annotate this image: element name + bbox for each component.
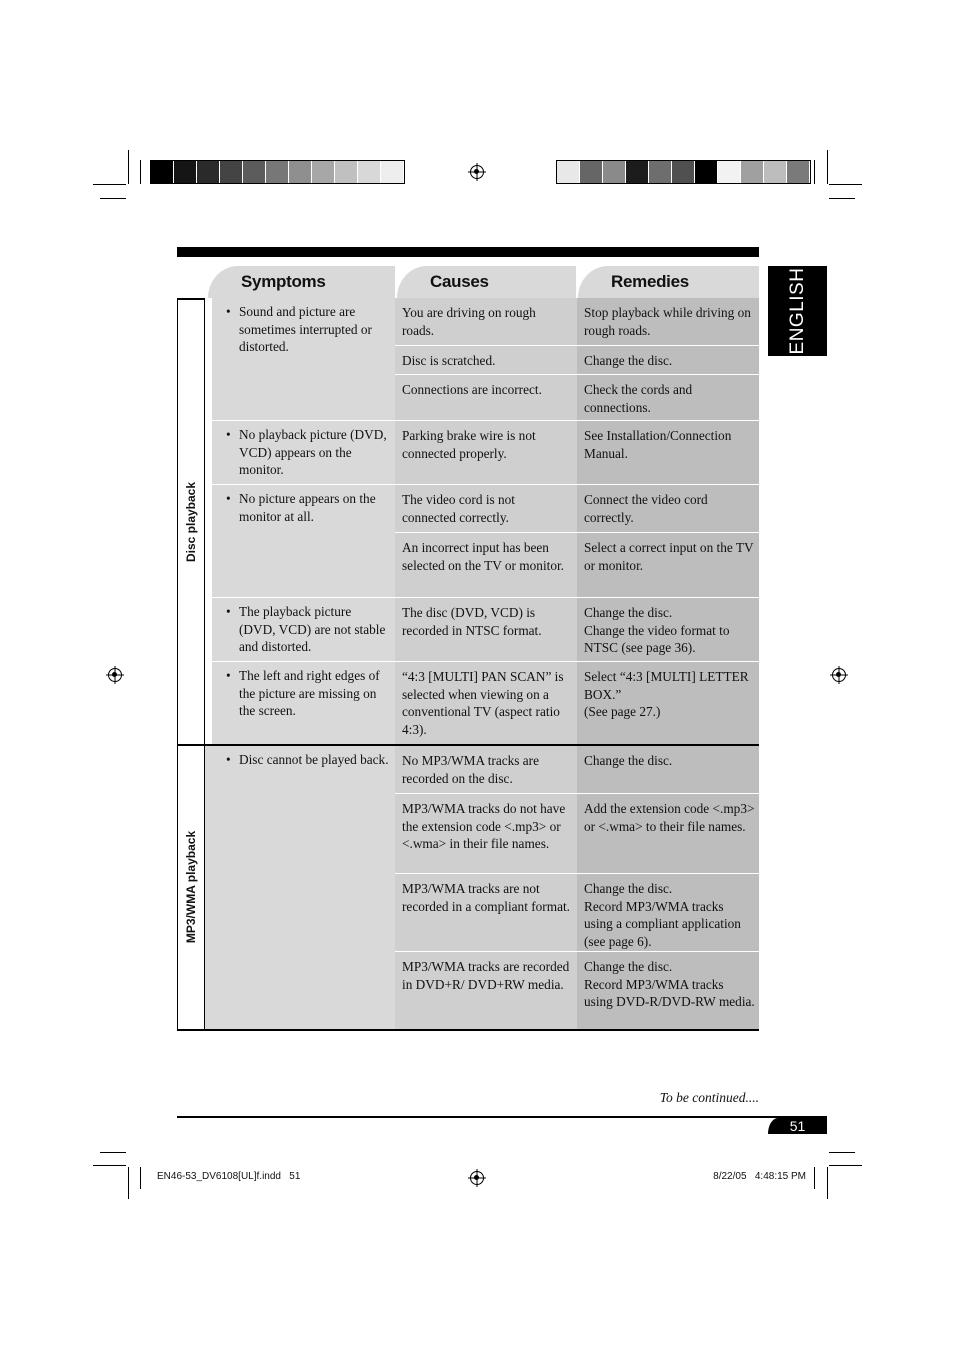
cause-cell: MP3/WMA tracks do not have the extension code <.mp3> or <.wma> in their file names. xyxy=(395,794,577,873)
cause-cell: MP3/WMA tracks are not recorded in a compliant format. xyxy=(395,874,577,951)
remedy-cell: Check the cords and connections. xyxy=(577,375,759,420)
remedy-cell: Change the disc. Record MP3/WMA tracks using DVD-R/DVD-RW media. xyxy=(577,952,759,1029)
remedy-cell: Change the disc. Record MP3/WMA tracks using a compliant application (see page 6). xyxy=(577,874,759,951)
remedy-cell: Select “4:3 [MULTI] LETTER BOX.” (See page 27.) xyxy=(577,662,759,744)
header-symptoms-label: Symptoms xyxy=(241,272,326,291)
symptom-cell: • Sound and picture are sometimes interrupted or distorted. xyxy=(212,298,395,420)
crop-mark xyxy=(829,1152,855,1153)
remedy-cell: Connect the video cord correctly. xyxy=(577,485,759,532)
crop-mark xyxy=(827,1167,828,1199)
top-rule xyxy=(177,247,759,257)
crop-mark xyxy=(128,1167,129,1199)
header-causes-label: Causes xyxy=(430,272,489,291)
table-top-rule xyxy=(177,298,205,300)
cause-cell: You are driving on rough roads. xyxy=(395,298,577,345)
registration-mark-icon xyxy=(108,668,122,682)
symptom-text: The playback picture (DVD, VCD) are not stable and distorted. xyxy=(239,604,386,655)
section-label: Disc playback xyxy=(184,481,198,562)
cause-cell: MP3/WMA tracks are recorded in DVD+R/ DVD+RW media. xyxy=(395,952,577,1029)
crop-mark xyxy=(827,150,828,184)
remedy-cell: Change the disc. Change the video format to NTSC (see page 36). xyxy=(577,598,759,661)
cause-cell: Connections are incorrect. xyxy=(395,375,577,420)
crop-mark xyxy=(140,160,141,184)
symptom-cell: • No playback picture (DVD, VCD) appears on the monitor. xyxy=(212,421,395,484)
remedy-cell: Add the extension code <.mp3> or <.wma> to their file names. xyxy=(577,794,759,873)
header-symptoms xyxy=(208,266,395,298)
symptom-text: No picture appears on the monitor at all. xyxy=(239,491,376,524)
crop-mark xyxy=(829,184,862,185)
section-label: MP3/WMA playback xyxy=(184,830,198,944)
symptom-text: The left and right edges of the picture are missing on the screen. xyxy=(239,668,380,719)
language-tab-label: ENGLISH xyxy=(786,267,808,355)
cause-cell: The disc (DVD, VCD) is recorded in NTSC format. xyxy=(395,598,577,661)
section-divider xyxy=(177,744,759,746)
cause-cell: Parking brake wire is not connected properly. xyxy=(395,421,577,484)
remedy-cell: See Installation/Connection Manual. xyxy=(577,421,759,484)
grayscale-color-bar-right xyxy=(556,160,811,184)
header-causes xyxy=(397,266,576,298)
cause-cell: No MP3/WMA tracks are recorded on the disc. xyxy=(395,746,577,793)
section-mp3-wma-playback xyxy=(177,744,205,1030)
crop-mark xyxy=(100,1152,126,1153)
registration-mark-icon xyxy=(470,165,484,179)
remedy-cell: Change the disc. xyxy=(577,746,759,793)
language-tab xyxy=(768,266,827,356)
crop-mark xyxy=(140,1167,141,1189)
crop-mark xyxy=(128,150,129,184)
remedy-cell: Stop playback while driving on rough roads. xyxy=(577,298,759,345)
footer-date: 8/22/05 4:48:15 PM xyxy=(713,1171,806,1182)
crop-mark xyxy=(100,198,126,199)
symptom-text: Sound and picture are sometimes interrupted or distorted. xyxy=(239,304,372,355)
symptom-text: Disc cannot be played back. xyxy=(239,752,389,767)
registration-mark-icon xyxy=(832,668,846,682)
symptom-cell: • No picture appears on the monitor at all. xyxy=(212,485,395,597)
remedy-cell: Select a correct input on the TV or monitor. xyxy=(577,533,759,597)
symptom-text: No playback picture (DVD, VCD) appears on the monitor. xyxy=(239,427,387,478)
crop-mark xyxy=(93,184,126,185)
header-remedies xyxy=(578,266,759,298)
cause-cell: Disc is scratched. xyxy=(395,346,577,374)
remedy-cell: Change the disc. xyxy=(577,346,759,374)
registration-mark-icon xyxy=(470,1171,484,1185)
table-bottom-rule xyxy=(177,1029,759,1031)
page-number: 51 xyxy=(768,1118,827,1134)
grayscale-color-bar-left xyxy=(150,160,405,184)
crop-mark xyxy=(829,198,855,199)
crop-mark xyxy=(93,1165,126,1166)
cause-cell: “4:3 [MULTI] PAN SCAN” is selected when viewing on a conventional TV (aspect ratio 4:3). xyxy=(395,662,577,744)
symptom-cell: • The left and right edges of the picture are missing on the screen. xyxy=(212,662,395,744)
continued-note: To be continued.... xyxy=(659,1090,759,1105)
troubleshooting-table xyxy=(177,298,759,1030)
bottom-rule xyxy=(177,1116,827,1118)
crop-mark xyxy=(814,1167,815,1189)
symptom-cell: • The playback picture (DVD, VCD) are not stable and distorted. xyxy=(212,598,395,661)
cause-cell: An incorrect input has been selected on the TV or monitor. xyxy=(395,533,577,597)
cause-cell: The video cord is not connected correctly. xyxy=(395,485,577,532)
header-remedies-label: Remedies xyxy=(611,272,689,291)
section-disc-playback xyxy=(177,298,205,745)
symptom-cell: • Disc cannot be played back. xyxy=(205,746,395,1029)
crop-mark xyxy=(829,1165,862,1166)
footer-file-info: EN46-53_DV6108[UL]f.indd 51 xyxy=(157,1171,301,1182)
crop-mark xyxy=(814,160,815,184)
